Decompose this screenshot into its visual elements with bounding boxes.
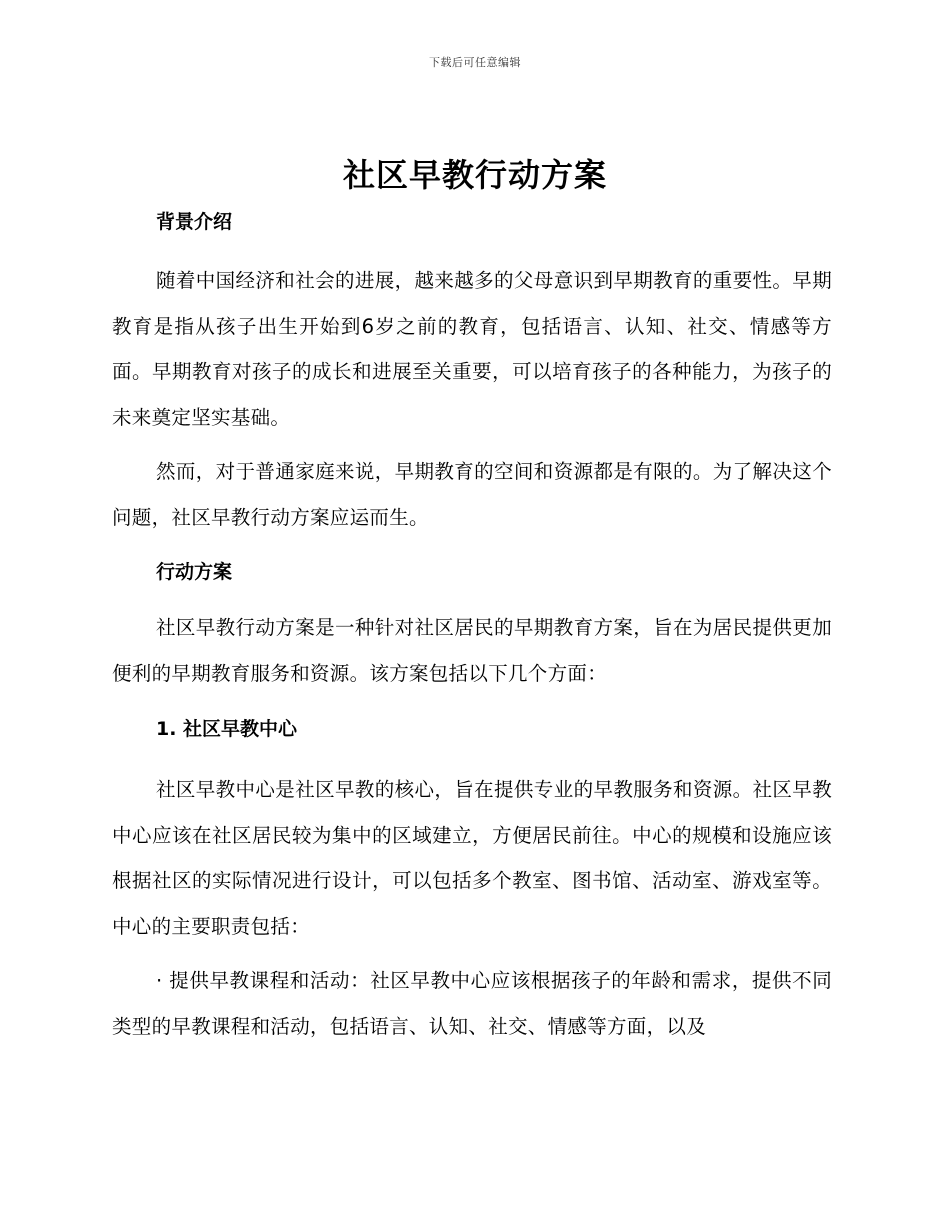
section-heading-plan: 行动方案	[156, 561, 233, 583]
paragraph-background-1: 随着中国经济和社会的进展，越来越多的父母意识到早期教育的重要性。早期教育是指从孩子出生开始到6岁之前的教育，包括语言、认知、社交、情感等方面。早期教育对孩子的成长和进展至关重要，可以培育孩子的各种能力，为孩子的未来奠定坚实基础。	[112, 269, 832, 429]
document-title: 社区早教行动方案	[342, 156, 607, 194]
paragraph-plan-1: 社区早教行动方案是一种针对社区居民的早期教育方案，旨在为居民提供更加便利的早期教育服务和资源。该方案包括以下几个方面：	[112, 616, 832, 685]
document-body	[112, 206, 832, 1049]
section-heading-center: 1. 社区早教中心	[156, 718, 298, 740]
paragraph-background-2: 然而，对于普通家庭来说，早期教育的空间和资源都是有限的。为了解决这个问题，社区早教行动方案应运而生。	[112, 460, 832, 529]
section-heading-background: 背景介绍	[156, 211, 233, 233]
paragraph-center-1: 社区早教中心是社区早教的核心，旨在提供专业的早教服务和资源。社区早教中心应该在社区居民较为集中的区域建立，方便居民前往。中心的规模和设施应该根据社区的实际情况进行设计，可以包括多个教室、图书馆、活动室、游戏室等。中心的主要职责包括：	[112, 778, 832, 938]
header-note: 下载后可任意编辑	[429, 56, 521, 69]
bullet-item-courses: · 提供早教课程和活动：社区早教中心应该根据孩子的年龄和需求，提供不同类型的早教课程和活动，包括语言、认知、社交、情感等方面，以及	[112, 969, 832, 1038]
